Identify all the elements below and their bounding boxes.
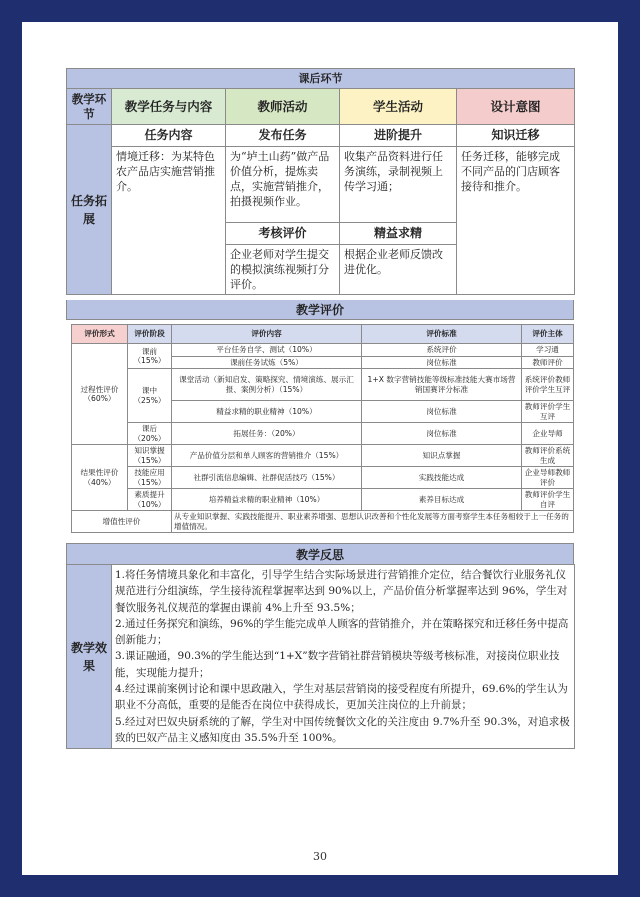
eval-header-subject: 评价主体 <box>522 325 574 344</box>
advance-title: 进阶提升 <box>340 125 457 147</box>
header-stage: 教学环节 <box>67 89 112 125</box>
transfer-text: 任务迁移，能够完成不同产品的门店顾客接待和推介。 <box>457 147 575 295</box>
eval-content: 精益求精的职业精神（10%） <box>172 401 362 423</box>
reflection-paragraph: 2.通过任务探究和演练，96%的学生能完成单人顾客的营销推介，并在策略探究和迁移任务中提高创新能力； <box>115 617 569 647</box>
reflection-paragraph: 3.课证融通，90.3%的学生能达到“1+X”数字营销社群营销模块等级考核标准，对接岗位职业技能，实现能力提升； <box>115 650 560 679</box>
side-label-task-extension: 任务拓展 <box>67 125 112 295</box>
eval-subject: 学习通 <box>522 344 574 357</box>
eval-standard: 岗位标准 <box>362 356 522 369</box>
eval-standard: 素养目标达成 <box>362 489 522 511</box>
eval-stage: 技能应用（15%） <box>128 467 172 489</box>
eval-content: 社群引流信息编辑、社群促活技巧（15%） <box>172 467 362 489</box>
assess-title: 考核评价 <box>226 223 340 245</box>
eval-standard: 实践技能达成 <box>362 467 522 489</box>
eval-standard: 岗位标准 <box>362 401 522 423</box>
eval-stage: 素质提升（10%） <box>128 489 172 511</box>
eval-form-result: 结果性评价（40%） <box>72 445 128 511</box>
after-class-band: 课后环节 <box>67 69 575 89</box>
eval-content: 拓展任务：（20%） <box>172 423 362 445</box>
eval-form-value-added: 增值性评价 <box>72 511 172 533</box>
eval-header-stage: 评价阶段 <box>128 325 172 344</box>
header-tasks: 教学任务与内容 <box>112 89 226 125</box>
evaluation-table <box>71 324 574 533</box>
eval-subject: 企业导师教师评价 <box>522 467 574 489</box>
eval-standard: 系统评价 <box>362 344 522 357</box>
eval-value-added-text: 从专业知识掌握、实践技能提升、职业素养增强、思想认识改善和个性化发展等方面考察学生本任务相较于上一任务的增值情况。 <box>172 511 574 533</box>
reflection-paragraph: 4.经过课前案例讨论和课中思政融入，学生对基层营销岗的接受程度有所提升，69.6%的学生认为职业不分高低，重要的是能否在岗位中获得成长，更加关注岗位的上升前景； <box>115 683 568 712</box>
advance-text: 收集产品资料进行任务演练，录制视频上传学习通； <box>340 147 457 223</box>
eval-content: 培养精益求精的职业精神（10%） <box>172 489 362 511</box>
eval-stage-mid: 课中（25%） <box>128 369 172 423</box>
eval-content: 平台任务自学、测试（10%） <box>172 344 362 357</box>
eval-subject: 教师评价学生自评 <box>522 489 574 511</box>
eval-subject: 教师评价系统生成 <box>522 445 574 467</box>
eval-standard: 岗位标准 <box>362 423 522 445</box>
eval-content: 产品价值分层和单人顾客的营销推介（15%） <box>172 445 362 467</box>
header-design: 设计意图 <box>457 89 575 125</box>
eval-content: 课前任务试炼（5%） <box>172 356 362 369</box>
assess-text: 企业老师对学生提交的模拟演练视频打分评价。 <box>226 245 340 295</box>
eval-content: 课堂活动（新知启发、策略探究、情境演练、展示汇报、案例分析）（15%） <box>172 369 362 401</box>
eval-subject: 教师评价学生互评 <box>522 401 574 423</box>
publish-task-title: 发布任务 <box>226 125 340 147</box>
reflection-paragraph: 1.将任务情境具象化和丰富化，引导学生结合实际场景进行营销推介定位，结合餐饮行业服务礼仪规范进行分组演练，学生接待流程掌握率达到 90%以上，产品价值分析掌握率达到 96%，学生对餐饮服务礼仪规范的掌握由课前 4%上升至 93.5%； <box>115 569 568 614</box>
header-teacher: 教师活动 <box>226 89 340 125</box>
refine-text: 根据企业老师反馈改进优化。 <box>340 245 457 295</box>
eval-standard: 知识点掌握 <box>362 445 522 467</box>
eval-stage-pre: 课前（15%） <box>128 344 172 369</box>
reflection-table <box>66 564 575 749</box>
eval-standard: 1+X 数字营销技能等级标准技能大赛市场营销国赛评分标准 <box>362 369 522 401</box>
after-class-table <box>66 68 575 295</box>
task-content-text: 情境迁移：为某特色农产品店实施营销推介。 <box>112 147 226 295</box>
eval-form-process: 过程性评价（60%） <box>72 344 128 445</box>
transfer-title: 知识迁移 <box>457 125 575 147</box>
eval-subject: 教师评价 <box>522 356 574 369</box>
header-student: 学生活动 <box>340 89 457 125</box>
reflection-body <box>112 565 575 749</box>
eval-header-standard: 评价标准 <box>362 325 522 344</box>
eval-stage: 知识掌握（15%） <box>128 445 172 467</box>
publish-task-text: 为“垆土山药”做产品价值分析，提炼卖点，实施营销推介，拍摄视频作业。 <box>226 147 340 223</box>
evaluation-band: 教学评价 <box>66 300 574 320</box>
eval-subject: 系统评价教师评价学生互评 <box>522 369 574 401</box>
eval-header-form: 评价形式 <box>72 325 128 344</box>
eval-header-content: 评价内容 <box>172 325 362 344</box>
side-label-teaching-effect: 教学效果 <box>67 565 112 749</box>
reflection-band: 教学反思 <box>66 543 574 565</box>
eval-subject: 企业导师 <box>522 423 574 445</box>
refine-title: 精益求精 <box>340 223 457 245</box>
page-number: 30 <box>313 850 327 863</box>
task-content-title: 任务内容 <box>112 125 226 147</box>
reflection-paragraph: 5.经过对巴奴央厨系统的了解，学生对中国传统餐饮文化的关注度由 9.7%升至 90.3%，对追求极致的巴奴产品主义感知度由 35.5%升至 100%。 <box>115 715 570 744</box>
eval-stage-post: 课后（20%） <box>128 423 172 445</box>
